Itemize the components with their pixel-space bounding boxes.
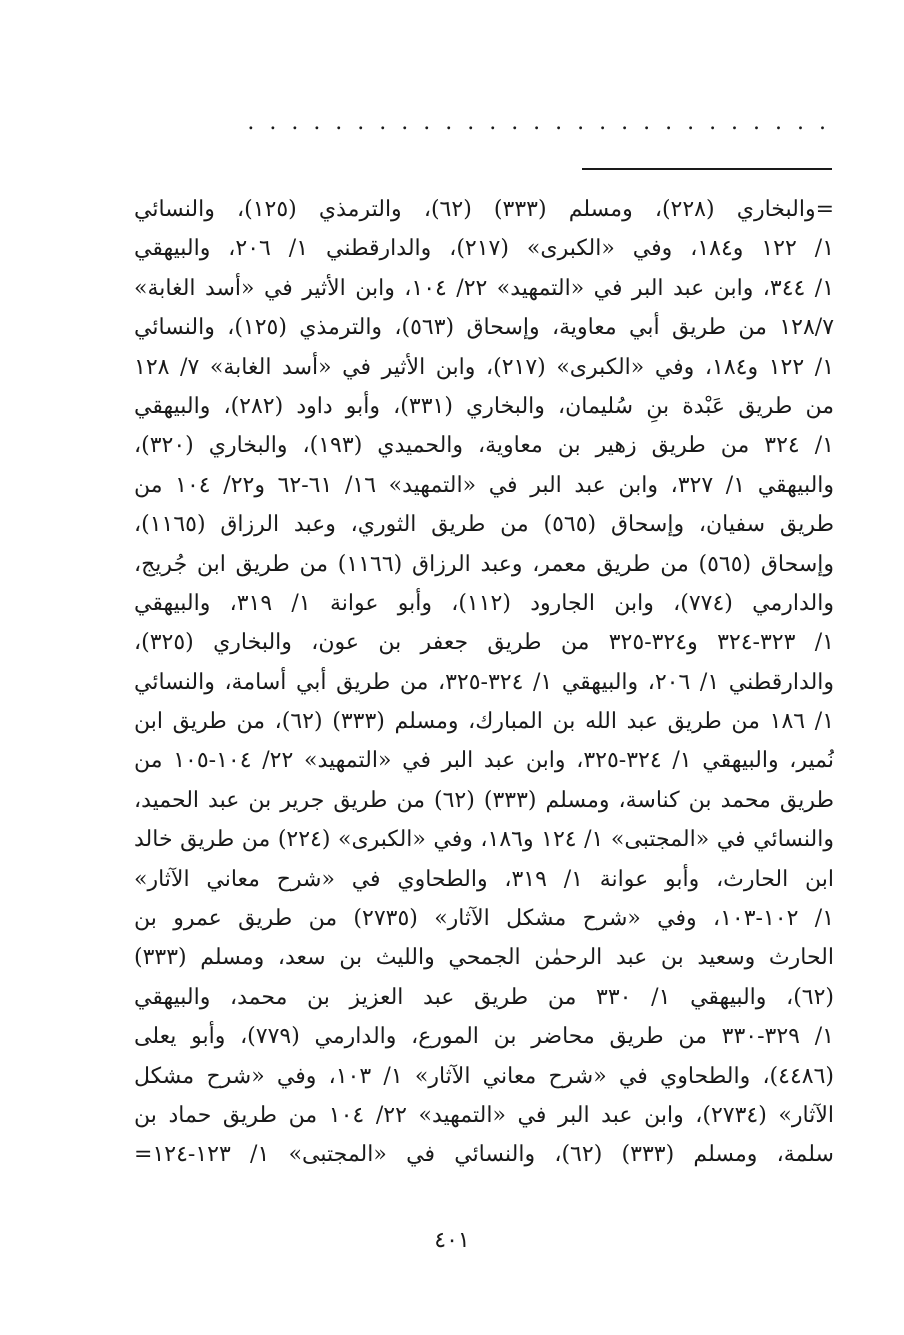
footnote-line: ١٢٨/٧ من طريق أبي معاوية، وإسحاق (٥٦٣)، والترمذي (١٢٥)، والنسائي (134, 315, 834, 341)
footnote-line: الحارث وسعيد بن عبد الرحمٰن الجمحي والليث بن سعد، ومسلم (٣٣٣) (134, 945, 834, 971)
footnote-line: (٤٤٨٦)، والطحاوي في «شرح معاني الآثار» ١/ ١٠٣، وفي «شرح مشكل (134, 1063, 834, 1089)
footnote-line: ١/ ١٠٢-١٠٣، وفي «شرح مشكل الآثار» (٢٧٣٥) من طريق عمرو بن (134, 906, 834, 932)
separator-dots: . . . . . . . . . . . . . . . . . . . . . . . . . . . (247, 110, 830, 135)
footnote-line: ١/ ٣٢٣-٣٢٤ و٣٢٤-٣٢٥ من طريق جعفر بن عون، والبخاري (٣٢٥)، (134, 630, 834, 656)
footnote-line: والنسائي في «المجتبى» ١/ ١٢٤ و١٨٦، وفي «الكبرى» (٢٢٤) من طريق خالد (134, 827, 834, 853)
footnote-line: ١/ ١٨٦ من طريق عبد الله بن المبارك، ومسلم (٣٣٣) (٦٢)، من طريق ابن (134, 709, 834, 735)
footnote-line: سلمة، ومسلم (٣٣٣) (٦٢)، والنسائي في «المجتبى» ١/ ١٢٣-١٢٤= (134, 1142, 834, 1168)
footnote-line: طريق محمد بن كناسة، ومسلم (٣٣٣) (٦٢) من طريق جرير بن عبد الحميد، (134, 787, 834, 813)
footnote-line: ١/ ١٢٢ و١٨٤، وفي «الكبرى» (٢١٧)، وابن الأثير في «أسد الغابة» ٧/ ١٢٨ (134, 354, 834, 380)
footnote-line: (٦٢)، والبيهقي ١/ ٣٣٠ من طريق عبد العزيز بن محمد، والبيهقي (134, 984, 834, 1010)
footnote-line: وإسحاق (٥٦٥) من طريق معمر، وعبد الرزاق (١١٦٦) من طريق ابن جُريج، (134, 551, 834, 577)
footnote-line: الآثار» (٢٧٣٤)، وابن عبد البر في «التمهيد» ٢٢/ ١٠٤ من طريق حماد بن (134, 1102, 834, 1128)
footnote-line: طريق سفيان، وإسحاق (٥٦٥) من طريق الثوري، وعبد الرزاق (١١٦٥)، (134, 512, 834, 538)
footnote-line: من طريق عَبْدة بنِ سُليمان، والبخاري (٣٣١)، وأبو داود (٢٨٢)، والبيهقي (134, 393, 834, 419)
footnote-text (134, 190, 834, 1175)
footnote-line: نُمير، والبيهقي ١/ ٣٢٤-٣٢٥، وابن عبد البر في «التمهيد» ٢٢/ ١٠٤-١٠٥ من (134, 748, 834, 774)
footnote-line: =والبخاري (٢٢٨)، ومسلم (٣٣٣) (٦٢)، والترمذي (١٢٥)، والنسائي (134, 197, 834, 222)
page-number: ٤٠١ (434, 1228, 470, 1253)
footnote-line: ابن الحارث، وأبو عوانة ١/ ٣١٩، والطحاوي في «شرح معاني الآثار» (134, 866, 834, 892)
footnote-line: ١/ ٣٤٤، وابن عبد البر في «التمهيد» ٢٢/ ١٠٤، وابن الأثير في «أسد الغابة» (134, 275, 834, 301)
footnote-line: والدارقطني ١/ ٢٠٦، والبيهقي ١/ ٣٢٤-٣٢٥، من طريق أبي أسامة، والنسائي (134, 669, 834, 695)
footnote-line: ١/ ٣٢٤ من طريق زهير بن معاوية، والحميدي (١٩٣)، والبخاري (٣٢٠)، (134, 433, 834, 459)
footnote-line: والدارمي (٧٧٤)، وابن الجارود (١١٢)، وأبو عوانة ١/ ٣١٩، والبيهقي (134, 590, 834, 616)
footnote-rule (582, 168, 832, 170)
footnote-line: ١/ ٣٢٩-٣٣٠ من طريق محاضر بن المورع، والدارمي (٧٧٩)، وأبو يعلى (134, 1024, 834, 1050)
footnote-line: ١/ ١٢٢ و١٨٤، وفي «الكبرى» (٢١٧)، والدارقطني ١/ ٢٠٦، والبيهقي (134, 236, 834, 262)
footnote-line: والبيهقي ١/ ٣٢٧، وابن عبد البر في «التمهيد» ١٦/ ٦١-٦٢ و٢٢/ ١٠٤ من (134, 472, 834, 498)
